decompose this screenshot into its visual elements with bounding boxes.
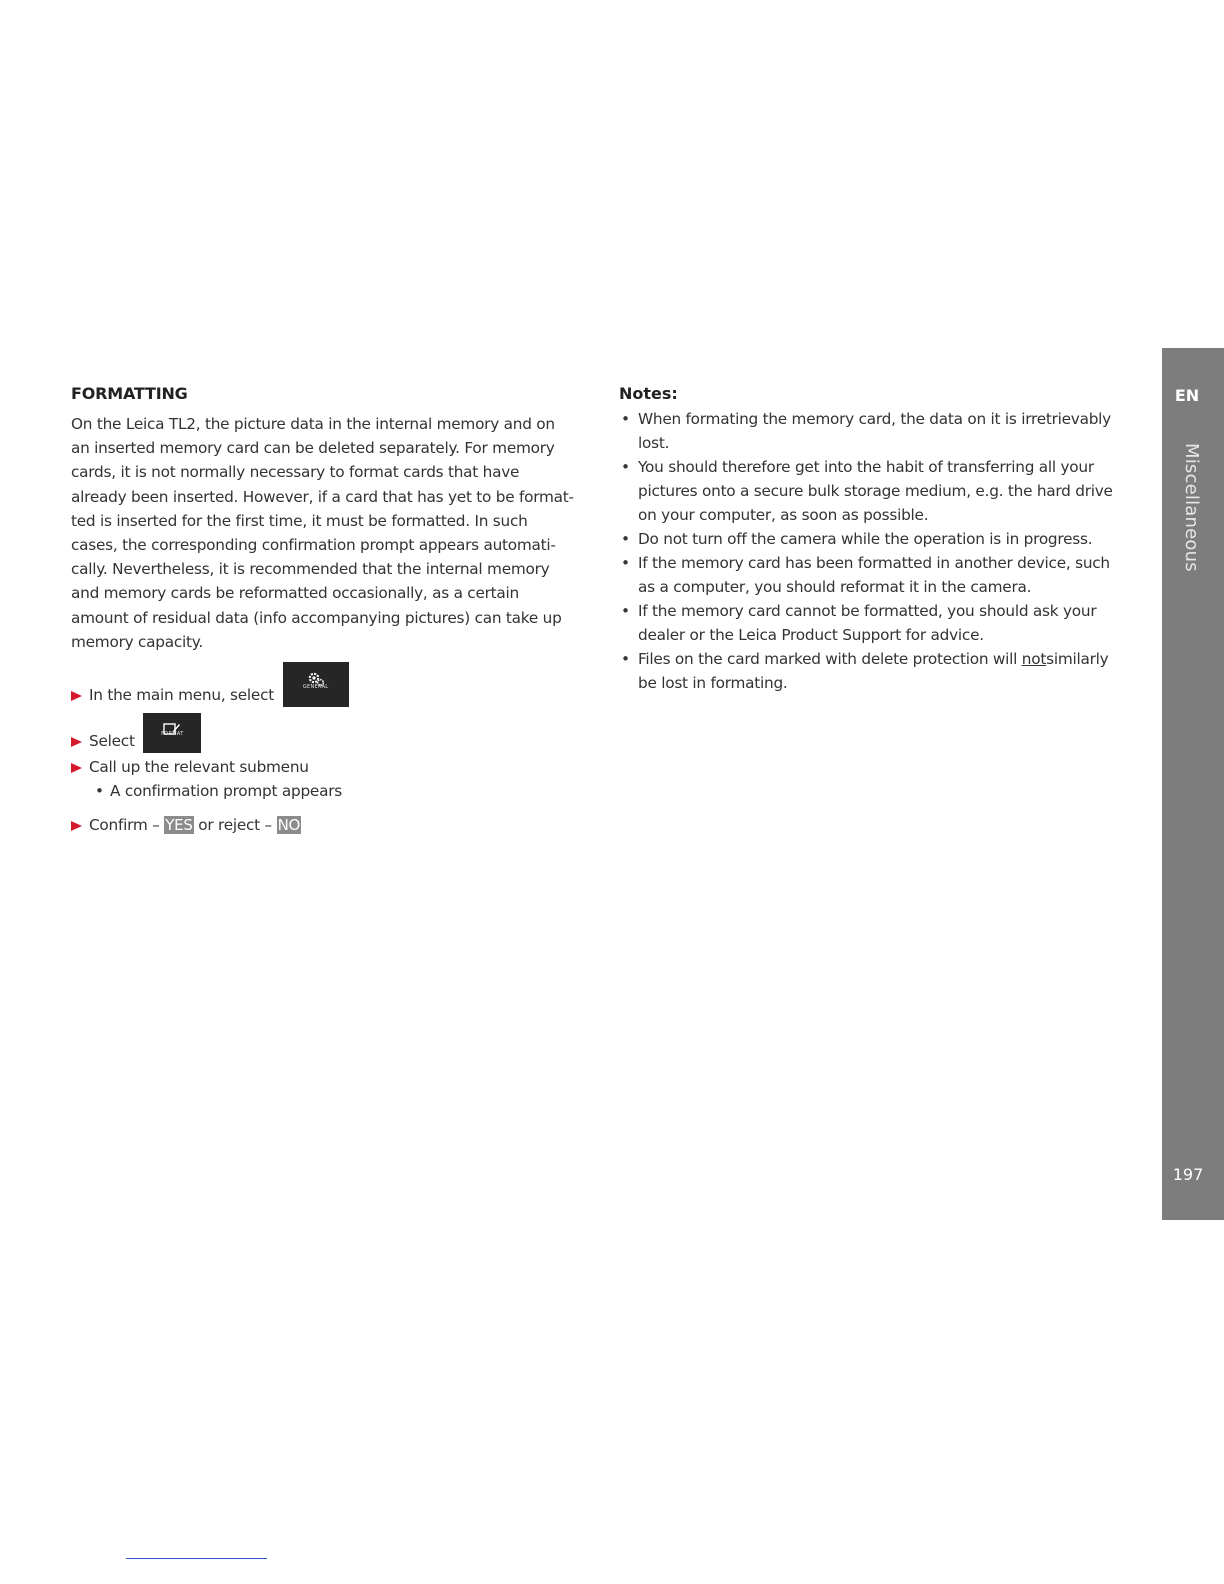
formatting-section [71,384,591,837]
language-label: EN [1174,386,1200,405]
chapter-sidebar [1162,348,1224,1220]
step-main-menu: In the main menu, select GENERAL [71,662,591,707]
red-arrow-icon [71,763,82,773]
step-confirm: Confirm – YES or reject – NO [71,813,591,837]
note-item: • If the memory card cannot be formatted, you should ask your dealer or the Leica Product Support for advice. [621,602,1097,644]
instruction-steps [71,662,591,837]
step-select-format: Select FORMAT [71,713,591,753]
note-item: • You should therefore get into the habit of transferring all your pictures onto a secure bulk storage medium, e.g. the hard drive on your computer, as soon as possible. [621,458,1113,524]
note-item: • If the memory card has been formatted in another device, such as a computer, you should reformat it in the camera. [621,554,1110,596]
notes-title: Notes: [619,384,678,403]
confirmation-prompt-note: • A confirmation prompt appears [95,782,342,801]
chapter-label: Miscellaneous [1181,443,1202,572]
no-option: NO [277,816,301,835]
notes-list [619,407,1139,695]
note-item: • Do not turn off the camera while the operation is in progress. [621,530,1093,548]
step-call-submenu: Call up the relevant submenu [71,755,591,779]
red-arrow-icon [71,821,82,831]
red-arrow-icon [71,737,82,747]
footer-divider [126,1558,267,1559]
page-number: 197 [1172,1165,1204,1184]
formatting-body: On the Leica TL2, the picture data in the internal memory and on an inserted memory card can be deleted separately. For memory cards, it is not normally necessary to format cards that have already been inserted. However, if a card that has yet to be format- ted is inserted for the first time, it must be formatted. In such cases, the corresponding confirmation prompt appears automati- cally. Nevertheless, it is recommended that the internal memory and memory cards be reformatted occasionally, as a certain amount of residual data (info accompanying pictures) can take up memory capacity. [71,415,574,651]
emphasis-not: not [1021,650,1047,668]
notes-section [619,384,1139,695]
yes-option: YES [165,816,193,835]
format-menu-tile: FORMAT [143,713,201,753]
section-title: FORMATTING [71,384,188,403]
note-item: • When formating the memory card, the data on it is irretrievably lost. [621,410,1111,452]
red-arrow-icon [71,691,82,701]
note-item: • Files on the card marked with delete protection will notsimilarly be lost in formating. [621,650,1109,692]
general-menu-tile: GENERAL [283,662,349,707]
